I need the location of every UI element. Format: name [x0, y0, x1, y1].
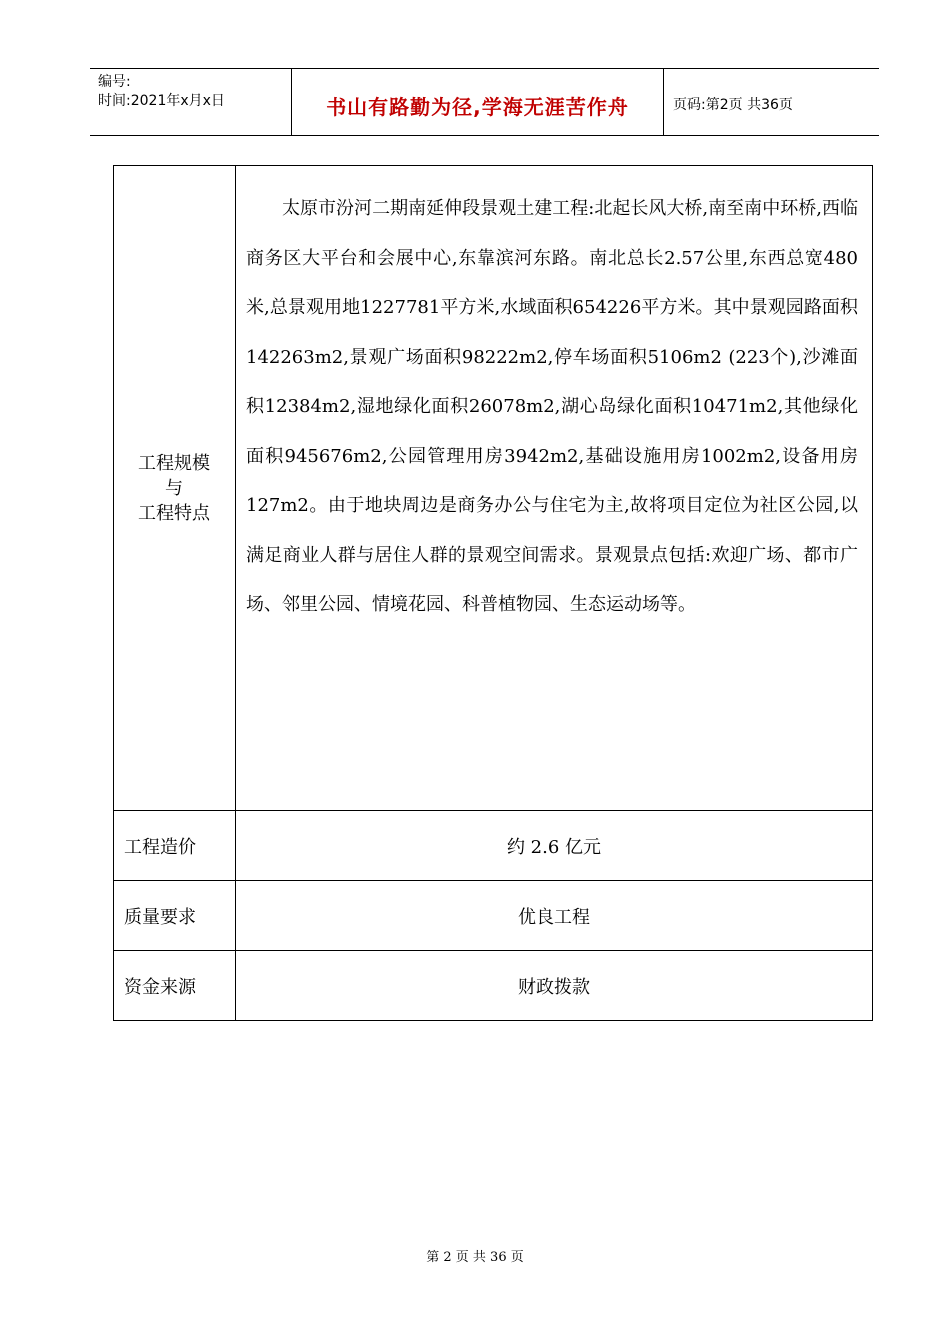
table-row [114, 166, 873, 811]
page-footer: 第 2 页 共 36 页 [426, 1250, 524, 1265]
project-description: 太原市汾河二期南延伸段景观土建工程:北起长风大桥,南至南中环桥,西临商务区大平台和会展中心,东靠滨河东路。南北总长2.57公里,东西总宽480米,总景观用地1227781平方米,水域面积654226平方米。其中景观园路面积142263m2,景观广场面积98222m2,停车场面积5106m2 (223个),沙滩面积12384m2,湿地绿化面积26078m2,湖心岛绿化面积10471m2,其他绿化面积945676m2,公园管理用房3942m2,基础设施用房1002m2,设备用房127m2。由于地块周边是商务办公与住宅为主,故将项目定位为社区公园,以满足商业人群与居住人群的景观空间需求。景观景点包括:欢迎广场、都市广场、邻里公园、情境花园、科普植物园、生态运动场等。 [236, 166, 873, 811]
label-line: 工程特点 [138, 502, 210, 524]
header-motto: 书山有路勤为径,学海无涯苦作舟 [326, 95, 629, 119]
row-label-scale [114, 166, 236, 811]
row-label-cost: 工程造价 [114, 811, 236, 881]
document-time: 时间:2021年x月x日 [98, 93, 225, 109]
document-number-label: 编号: [98, 74, 131, 90]
label-line: 与 [165, 477, 183, 499]
header-meta [98, 73, 225, 111]
page-header [90, 68, 879, 136]
quality-requirement: 优良工程 [236, 881, 873, 951]
project-cost: 约 2.6 亿元 [236, 811, 873, 881]
row-label-quality: 质量要求 [114, 881, 236, 951]
project-info-table [113, 165, 873, 1021]
header-divider [663, 69, 664, 136]
funding-source: 财政拨款 [236, 951, 873, 1021]
table-row [114, 811, 873, 881]
label-line: 工程规模 [138, 452, 210, 474]
row-label-funding: 资金来源 [114, 951, 236, 1021]
table-row [114, 881, 873, 951]
table-row [114, 951, 873, 1021]
header-page-info: 页码:第2页 共36页 [673, 97, 793, 113]
